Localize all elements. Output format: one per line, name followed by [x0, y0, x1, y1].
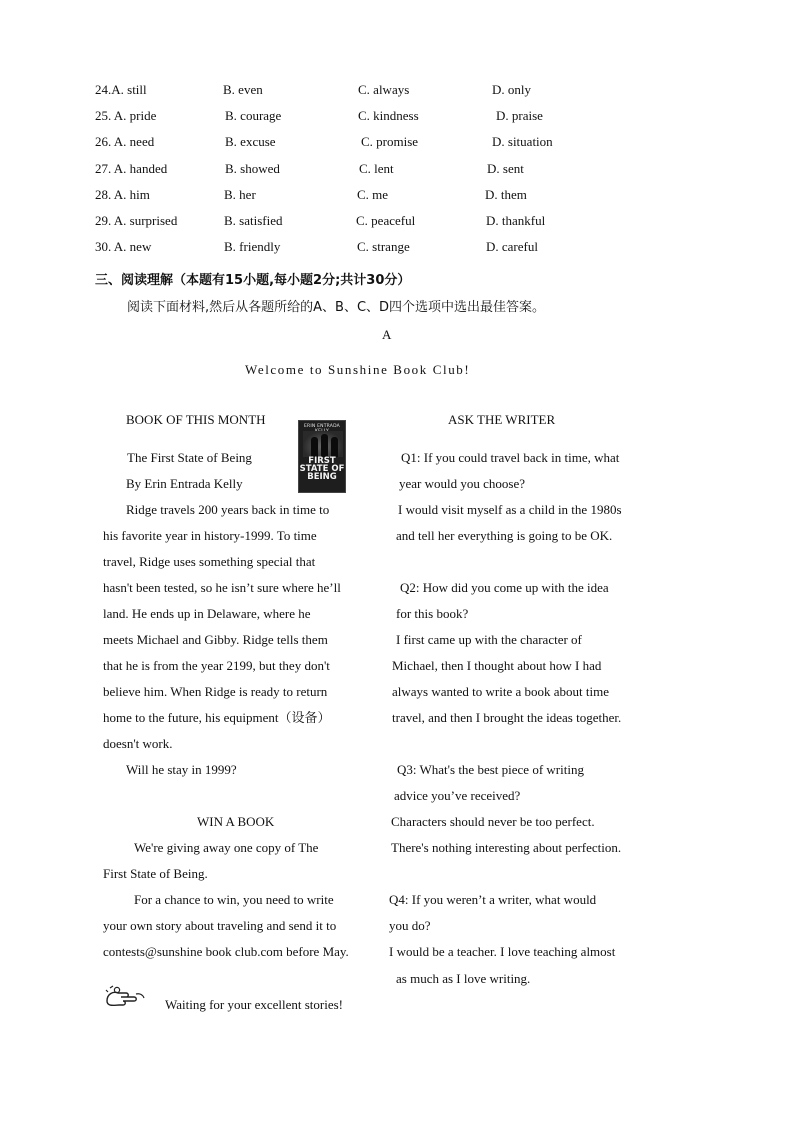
option-b: B. her	[224, 187, 256, 202]
option-c: C. kindness	[358, 108, 419, 123]
cover-figure	[331, 437, 338, 457]
book-title: The First State of Being	[127, 450, 252, 465]
option-a: 27. A. handed	[95, 161, 168, 176]
option-b: B. excuse	[225, 134, 276, 149]
qa-line: Q1: If you could travel back in time, what	[401, 450, 620, 465]
summary-line: doesn't work.	[103, 736, 173, 751]
option-c: C. always	[358, 82, 410, 97]
option-c: C. promise	[361, 134, 419, 149]
win-book-line: your own story about traveling and send it to	[103, 918, 337, 933]
qa-line: for this book?	[396, 606, 469, 621]
option-b: B. courage	[225, 108, 282, 123]
option-a: 28. A. him	[95, 187, 150, 202]
pointing-hand-icon	[104, 984, 146, 1012]
option-c: C. peaceful	[356, 213, 416, 228]
book-cover-author: ERIN ENTRADA	[304, 424, 340, 429]
summary-line: meets Michael and Gibby. Ridge tells them	[103, 632, 328, 647]
qa-line: Q4: If you weren’t a writer, what would	[389, 892, 597, 907]
qa-line: travel, and then I brought the ideas together.	[392, 710, 622, 725]
qa-line: I first came up with the character of	[396, 632, 582, 647]
section-heading: 三、阅读理解（本题有15小题,每小题2分;共计30分）	[95, 273, 411, 288]
qa-line: and tell her everything is going to be OK.	[396, 528, 613, 543]
qa-line: Q2: How did you come up with the idea	[400, 580, 609, 595]
option-a: 29. A. surprised	[95, 213, 178, 228]
qa-line: Q3: What's the best piece of writing	[397, 762, 584, 777]
welcome-title: Welcome to Sunshine Book Club!	[245, 362, 471, 377]
summary-line: home to the future, his equipment（设备）	[103, 710, 331, 725]
option-b: B. even	[223, 82, 263, 97]
option-a: 24.A. still	[95, 82, 147, 97]
summary-line: his favorite year in history-1999. To time	[103, 528, 317, 543]
win-book-line: We're giving away one copy of The	[134, 840, 319, 855]
book-byline: By Erin Entrada Kelly	[126, 476, 243, 491]
option-c: C. strange	[357, 239, 410, 254]
qa-line: I would visit myself as a child in the 1980s	[398, 502, 622, 517]
option-a: 30. A. new	[95, 239, 152, 254]
cover-figure	[321, 434, 328, 457]
win-book-footer: Waiting for your excellent stories!	[165, 997, 344, 1012]
summary-line: Ridge travels 200 years back in time to	[126, 502, 330, 517]
win-book-line: For a chance to win, you need to write	[134, 892, 334, 907]
book-of-month-heading: BOOK OF THIS MONTH	[126, 412, 266, 427]
option-a: 25. A. pride	[95, 108, 157, 123]
ask-writer-heading: ASK THE WRITER	[448, 412, 556, 427]
summary-line: believe him. When Ridge is ready to return	[103, 684, 328, 699]
summary-line: land. He ends up in Delaware, where he	[103, 606, 311, 621]
qa-line: you do?	[389, 918, 431, 933]
contest-email: contests@sunshine book club.com before May.	[103, 944, 349, 959]
option-b: B. showed	[225, 161, 280, 176]
book-cover-title: FIRST STATE OF BEING	[299, 456, 345, 482]
section-instruction: 阅读下面材料,然后从各题所给的A、B、C、D四个选项中选出最佳答案。	[127, 300, 546, 315]
option-c: C. lent	[359, 161, 394, 176]
qa-line: year would you choose?	[399, 476, 525, 491]
option-b: B. satisfied	[224, 213, 283, 228]
summary-line: hasn't been tested, so he isn’t sure where he’ll	[103, 580, 341, 595]
option-d: D. only	[492, 82, 531, 97]
qa-line: Characters should never be too perfect.	[391, 814, 595, 829]
win-book-heading: WIN A BOOK	[197, 814, 275, 829]
book-cover-image	[298, 420, 346, 493]
option-b: B. friendly	[224, 239, 281, 254]
win-book-line: First State of Being.	[103, 866, 208, 881]
book-question: Will he stay in 1999?	[126, 762, 237, 777]
qa-line: There's nothing interesting about perfection.	[391, 840, 622, 855]
option-c: C. me	[357, 187, 389, 202]
summary-line: travel, Ridge uses something special that	[103, 554, 316, 569]
option-d: D. praise	[496, 108, 543, 123]
book-cover-art	[303, 431, 343, 457]
option-d: D. them	[485, 187, 527, 202]
qa-line: I would be a teacher. I love teaching almost	[389, 944, 616, 959]
cover-figure	[311, 437, 318, 457]
passage-letter: A	[382, 327, 392, 342]
option-d: D. careful	[486, 239, 538, 254]
option-d: D. thankful	[486, 213, 546, 228]
qa-line: as much as I love writing.	[396, 971, 531, 986]
option-d: D. sent	[487, 161, 524, 176]
option-a: 26. A. need	[95, 134, 155, 149]
summary-line: that he is from the year 2199, but they don't	[103, 658, 330, 673]
qa-line: advice you’ve received?	[394, 788, 521, 803]
qa-line: Michael, then I thought about how I had	[392, 658, 602, 673]
option-d: D. situation	[492, 134, 553, 149]
qa-line: always wanted to write a book about time	[392, 684, 609, 699]
